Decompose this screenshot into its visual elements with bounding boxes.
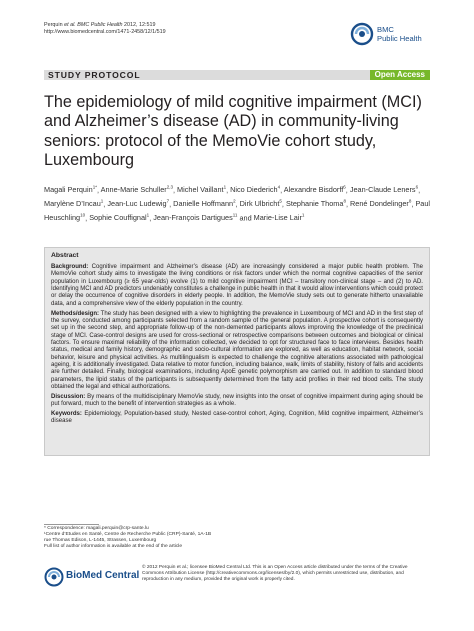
abstract-discussion: Discussion: By means of the multidisciplinary MemoVie study, new insights into the onset of cognitive impairment during aging should be put forward, much to the benefit of intervention strategies as a whole. — [51, 393, 423, 408]
citation-url[interactable]: http://www.biomedcentral.com/1471-2458/12/1/519 — [44, 29, 166, 35]
author: Alexandre Bisdorff$^6$ — [283, 185, 346, 195]
publisher-name: BioMed Central — [66, 570, 140, 581]
affiliation-line2: rue Thomas Edison, L-1445, Strassen, Luxembourg — [44, 538, 157, 544]
abstract-box — [44, 247, 430, 456]
article-type: STUDY PROTOCOL — [48, 70, 141, 80]
affiliation-line1: ¹Centre d’Etudes en Santé, Centre de Recherche Public (CRP)-Santé, 1A-1B — [44, 532, 212, 538]
author: Marie-Lise Lair$^1$ — [253, 212, 305, 223]
author-list: Magali Perquin$^{1*}$, Anne-Marie Schuller$^{2,3}$, Michel Vaillant$^1$, Nico Diederich$^4$, Alexandre Bisdorff$^6$, Jean-Claude Leners$^6$, Marylène D’Incau$^1$, Jean-Luc Ludewig$^7$, Danielle Hoffmann$^2$, Dirk Ulbricht$^5$, Stephanie Thoma$^8$, René Dondelinger$^8$, Paul Heuschling$^{10}$, Sophie Couffignal$^1$, Jean-François Dartigues$^{11}$ and Marie-Lise Lair$^1$ — [44, 185, 431, 223]
footnotes — [44, 526, 344, 550]
journal-logo — [350, 20, 430, 48]
author: René Dondelinger$^8$ — [350, 198, 412, 209]
author: Marylène D’Incau$^1$ — [44, 198, 104, 209]
citation-etal: et al. — [64, 22, 76, 28]
article-type-banner — [44, 70, 430, 80]
license-line[interactable]: Commons Attribution License (http://creativecommons.org/licenses/by/2.0), which permits unrestricted use, distribution, and — [142, 571, 404, 576]
citation-journal: BMC Public Health — [77, 22, 123, 28]
citation-year-vol: 2012, 12:519 — [124, 22, 156, 28]
bmc-swirl-icon — [350, 22, 374, 46]
logo-line2: Public Health — [377, 34, 422, 43]
publisher-logo — [44, 565, 140, 589]
biomed-central-icon — [44, 567, 64, 587]
author: Paul Heuschling$^{10}$ — [44, 199, 431, 223]
license-line: reproduction in any medium, provided the original work is properly cited. — [142, 577, 295, 582]
author: Michel Vaillant$^1$ — [177, 185, 227, 195]
license-line: © 2012 Perquin et al.; licensee BioMed Central Ltd. This is an Open Access article distributed under the terms of the Creative — [142, 565, 408, 570]
author: Jean-Claude Leners$^6$ — [349, 185, 419, 195]
logo-line1: BMC — [377, 25, 394, 34]
footnote-divider — [44, 524, 99, 525]
abstract-background: Background: Cognitive impairment and Alzheimer’s disease (AD) are increasingly considered a major public health problem. The MemoVie cohort study aims to investigate the living conditions or risk factors under which the normal cognitive capacities of the senior population in Luxembourg (≥ 65 year-olds) evolve (1) to mild cognitive impairment (MCI – transitory non-clinical stage – and (2) to AD. Identifying MCI and AD predictors undeniably constitutes a challenge in public health in that it would allow interventions which could protect or delay the occurrence of cognitive disorders in elderly people. In addition, the MemoVie study sets out to generate hitherto unavailable data, and a comprehensive view of the elderly population in the country. — [51, 264, 423, 307]
header-citation — [44, 22, 166, 36]
author: Danielle Hoffmann$^2$ — [173, 198, 236, 209]
abstract-keywords: Keywords: Epidemiology, Population-based study, Nested case-control cohort, Aging, Cognition, Mild cognitive impairment, Alzheimer’s disease — [51, 411, 423, 425]
author: Nico Diederich$^4$ — [230, 185, 281, 195]
author: Sophie Couffignal$^1$ — [89, 212, 150, 223]
open-access-badge: Open Access — [370, 70, 430, 80]
author: Dirk Ulbricht$^5$ — [239, 198, 282, 209]
citation-author: Perquin — [44, 22, 63, 28]
license-text — [142, 565, 432, 583]
correspondence[interactable]: * Correspondence: magali.perquin@crp-sante.lu — [44, 526, 149, 531]
abstract-methods: Methods/design: The study has been designed with a view to highlighting the prevalence in Luxembourg of MCI and AD in the first step of the survey, conducted among participants selected from a random sample of the general population. A prospective cohort is consequently set up in the second step, and appropriate follow-up of the non-demented participants allows improving the knowledge of the preclinical stage of MCI. Case-control designs are used for cross-sectional or retrospective comparisons between outcomes and biological or clinical factors. To ensure maximal reliability of the information collected, we decided to opt for structured face to face interviews. Besides health status, medical and family history, demographic and socio-cultural information are explored, as well as education, habitat network, social behavior, leisure and physical activities. As multilingualism is expected to challenge the cognitive alterations associated with pathological ageing, it is additionally investigated. Data relative to motor function, including balance, walk, limits of stability, history of falls and accidents are further detailed. Finally, biological examinations, including ApoE genetic polymorphism are carried out. In addition to standard blood parameters, the lipid status of the participants is subsequently determined from the fatty acid profiles in their red blood cells. The study obtained the legal and ethical authorizations. — [51, 310, 423, 390]
author: Anne-Marie Schuller$^{2,3}$ — [100, 185, 173, 195]
author-info-note: Full list of author information is available at the end of the article — [44, 544, 183, 550]
author: Magali Perquin$^{1*}$ — [44, 185, 97, 195]
author: Jean-Luc Ludewig$^7$ — [107, 198, 170, 209]
author: Stephanie Thoma$^8$ — [285, 198, 346, 209]
article-title: The epidemiology of mild cognitive impairment (MCI) and Alzheimer’s disease (AD) in community-living seniors: protocol of the MemoVie cohort study, Luxembourg — [44, 93, 422, 170]
abstract-heading: Abstract — [51, 252, 79, 259]
author: Jean-François Dartigues$^{11}$ — [153, 212, 238, 223]
